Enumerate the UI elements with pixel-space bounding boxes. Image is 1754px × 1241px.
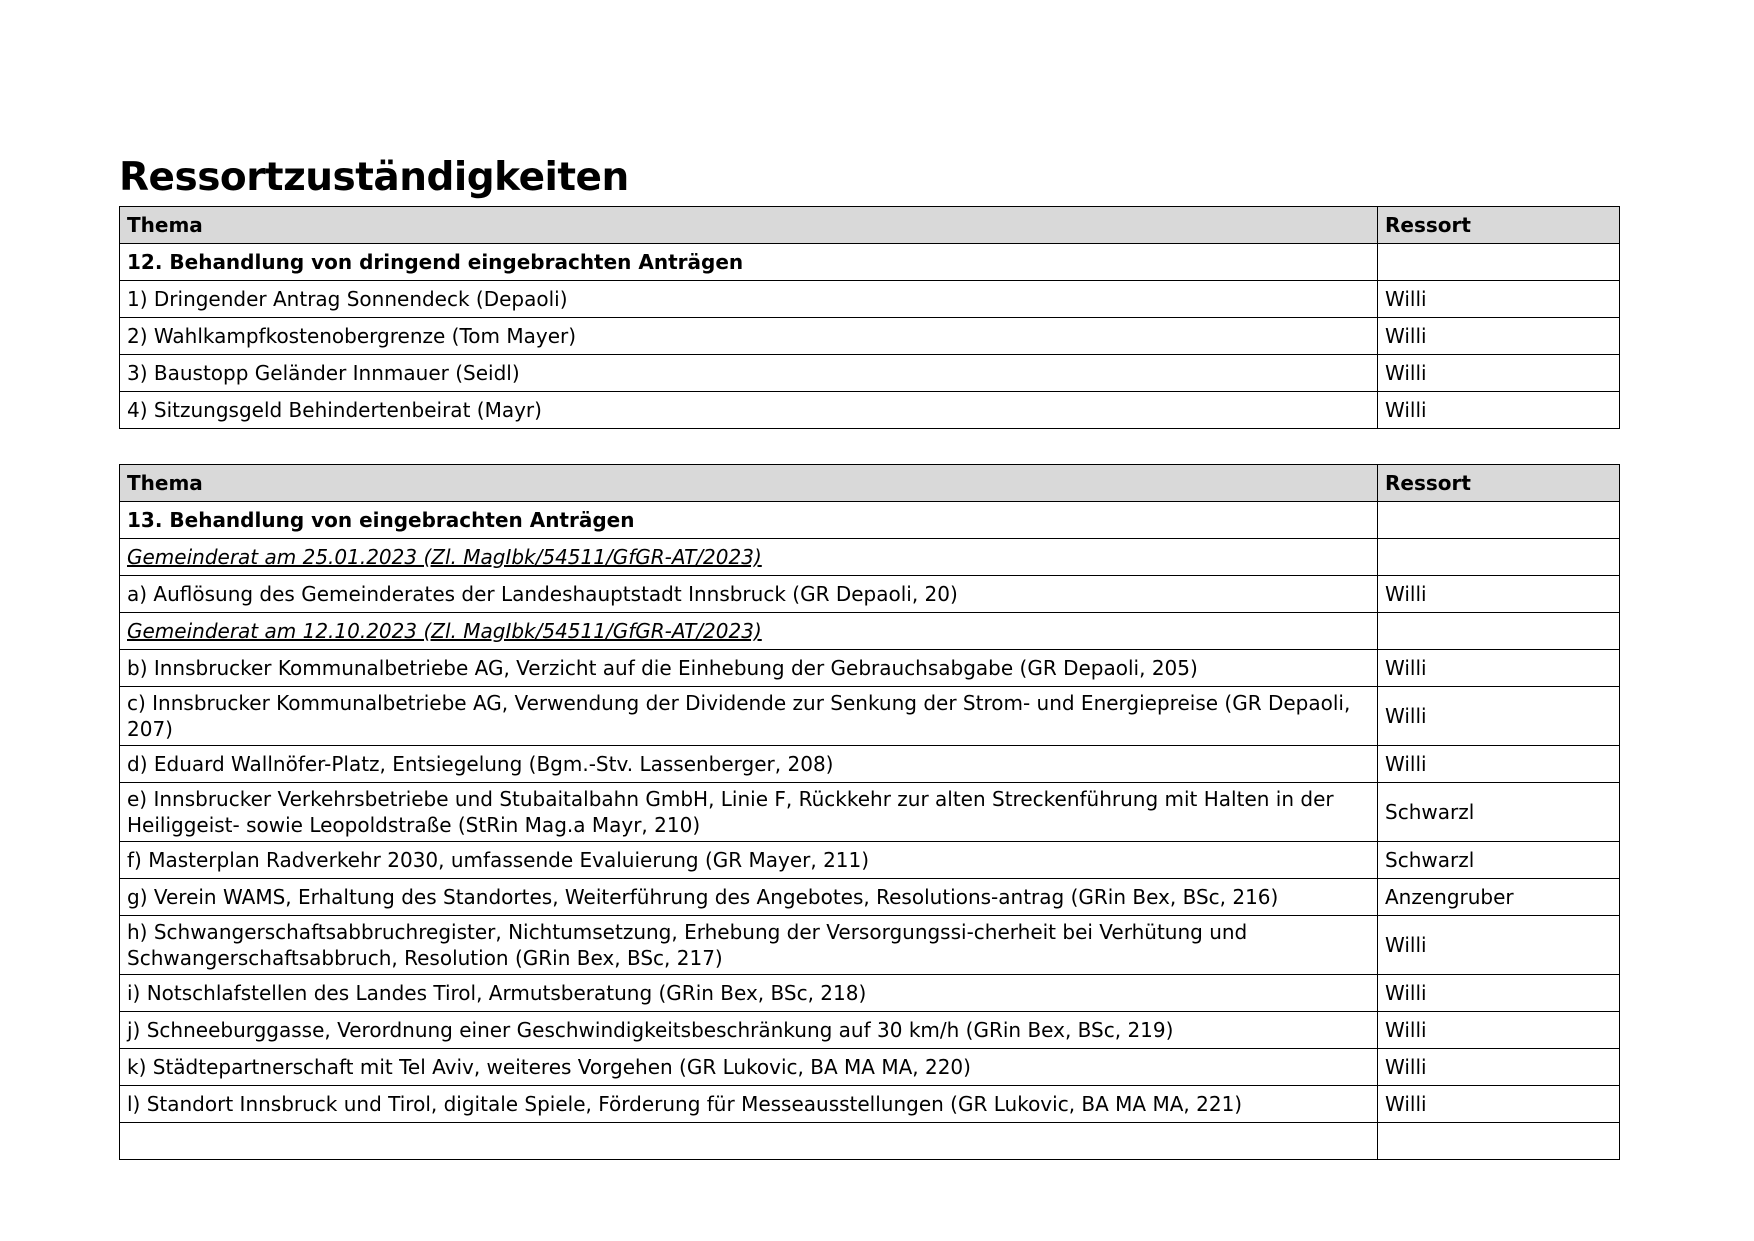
ressort-cell: Willi <box>1378 281 1620 318</box>
ressort-cell: Willi <box>1378 746 1620 783</box>
thema-cell: 3) Baustopp Geländer Innmauer (Seidl) <box>120 355 1378 392</box>
table-header-row <box>120 465 1620 502</box>
ressort-cell: Schwarzl <box>1378 783 1620 842</box>
table-row <box>120 576 1620 613</box>
table-row <box>120 783 1620 842</box>
ressort-cell: Willi <box>1378 1086 1620 1123</box>
header-thema: Thema <box>120 465 1378 502</box>
page-title: Ressortzuständigkeiten <box>119 155 629 200</box>
ressort-cell: Willi <box>1378 1012 1620 1049</box>
ressort-cell <box>1378 244 1620 281</box>
table-row <box>120 244 1620 281</box>
table-row <box>120 975 1620 1012</box>
table-row <box>120 355 1620 392</box>
table-row <box>120 1012 1620 1049</box>
table-row <box>120 392 1620 429</box>
ressort-cell: Willi <box>1378 975 1620 1012</box>
thema-cell: c) Innsbrucker Kommunalbetriebe AG, Verwendung der Dividende zur Senkung der Strom- und Energiepreise (GR Depaoli, 207) <box>120 687 1378 746</box>
ressort-cell: Willi <box>1378 318 1620 355</box>
table-row <box>120 613 1620 650</box>
ressort-cell: Willi <box>1378 650 1620 687</box>
ressort-cell <box>1378 502 1620 539</box>
thema-cell: 2) Wahlkampfkostenobergrenze (Tom Mayer) <box>120 318 1378 355</box>
ressort-cell <box>1378 1123 1620 1160</box>
table-row <box>120 687 1620 746</box>
table-row <box>120 281 1620 318</box>
header-thema: Thema <box>120 207 1378 244</box>
ressort-cell: Willi <box>1378 355 1620 392</box>
thema-cell: k) Städtepartnerschaft mit Tel Aviv, weiteres Vorgehen (GR Lukovic, BA MA MA, 220) <box>120 1049 1378 1086</box>
session-subheading: Gemeinderat am 25.01.2023 (Zl. MagIbk/54511/GfGR-AT/2023) <box>120 539 1378 576</box>
thema-cell <box>120 1123 1378 1160</box>
ressort-table-13 <box>119 464 1620 1160</box>
document-page <box>119 150 1619 1160</box>
session-subheading: Gemeinderat am 12.10.2023 (Zl. MagIbk/54511/GfGR-AT/2023) <box>120 613 1378 650</box>
thema-cell: a) Auflösung des Gemeinderates der Landeshauptstadt Innsbruck (GR Depaoli, 20) <box>120 576 1378 613</box>
ressort-cell <box>1378 539 1620 576</box>
table-row <box>120 539 1620 576</box>
table-row <box>120 916 1620 975</box>
table-row <box>120 746 1620 783</box>
ressort-cell: Willi <box>1378 916 1620 975</box>
table-row <box>120 502 1620 539</box>
thema-cell: 1) Dringender Antrag Sonnendeck (Depaoli) <box>120 281 1378 318</box>
thema-cell: d) Eduard Wallnöfer-Platz, Entsiegelung (Bgm.-Stv. Lassenberger, 208) <box>120 746 1378 783</box>
table-row <box>120 318 1620 355</box>
section-heading: 12. Behandlung von dringend eingebrachten Anträgen <box>120 244 1378 281</box>
ressort-cell: Anzengruber <box>1378 879 1620 916</box>
thema-cell: j) Schneeburggasse, Verordnung einer Geschwindigkeitsbeschränkung auf 30 km/h (GRin Bex, BSc, 219) <box>120 1012 1378 1049</box>
ressort-cell: Willi <box>1378 1049 1620 1086</box>
table-row <box>120 1086 1620 1123</box>
section-heading: 13. Behandlung von eingebrachten Anträgen <box>120 502 1378 539</box>
ressort-cell: Schwarzl <box>1378 842 1620 879</box>
thema-cell: h) Schwangerschaftsabbruchregister, Nichtumsetzung, Erhebung der Versorgungssi-cherheit bei Verhütung und Schwangerschaftsabbruch, Resolution (GRin Bex, BSc, 217) <box>120 916 1378 975</box>
table-row <box>120 1123 1620 1160</box>
thema-cell: b) Innsbrucker Kommunalbetriebe AG, Verzicht auf die Einhebung der Gebrauchsabgabe (GR Depaoli, 205) <box>120 650 1378 687</box>
thema-cell: g) Verein WAMS, Erhaltung des Standortes, Weiterführung des Angebotes, Resolutions-antrag (GRin Bex, BSc, 216) <box>120 879 1378 916</box>
ressort-cell <box>1378 613 1620 650</box>
header-ressort: Ressort <box>1378 207 1620 244</box>
ressort-cell: Willi <box>1378 392 1620 429</box>
thema-cell: e) Innsbrucker Verkehrsbetriebe und Stubaitalbahn GmbH, Linie F, Rückkehr zur alten Streckenführung mit Halten in der Heiliggeist- sowie Leopoldstraße (StRin Mag.a Mayr, 210) <box>120 783 1378 842</box>
thema-cell: f) Masterplan Radverkehr 2030, umfassende Evaluierung (GR Mayer, 211) <box>120 842 1378 879</box>
ressort-table-12 <box>119 206 1620 429</box>
header-ressort: Ressort <box>1378 465 1620 502</box>
thema-cell: 4) Sitzungsgeld Behindertenbeirat (Mayr) <box>120 392 1378 429</box>
thema-cell: l) Standort Innsbruck und Tirol, digitale Spiele, Förderung für Messeausstellungen (GR Lukovic, BA MA MA, 221) <box>120 1086 1378 1123</box>
table-header-row <box>120 207 1620 244</box>
table-row <box>120 1049 1620 1086</box>
ressort-cell: Willi <box>1378 576 1620 613</box>
thema-cell: i) Notschlafstellen des Landes Tirol, Armutsberatung (GRin Bex, BSc, 218) <box>120 975 1378 1012</box>
ressort-cell: Willi <box>1378 687 1620 746</box>
table-spacer <box>119 429 1619 464</box>
table-row <box>120 842 1620 879</box>
table-row <box>120 650 1620 687</box>
table-row <box>120 879 1620 916</box>
